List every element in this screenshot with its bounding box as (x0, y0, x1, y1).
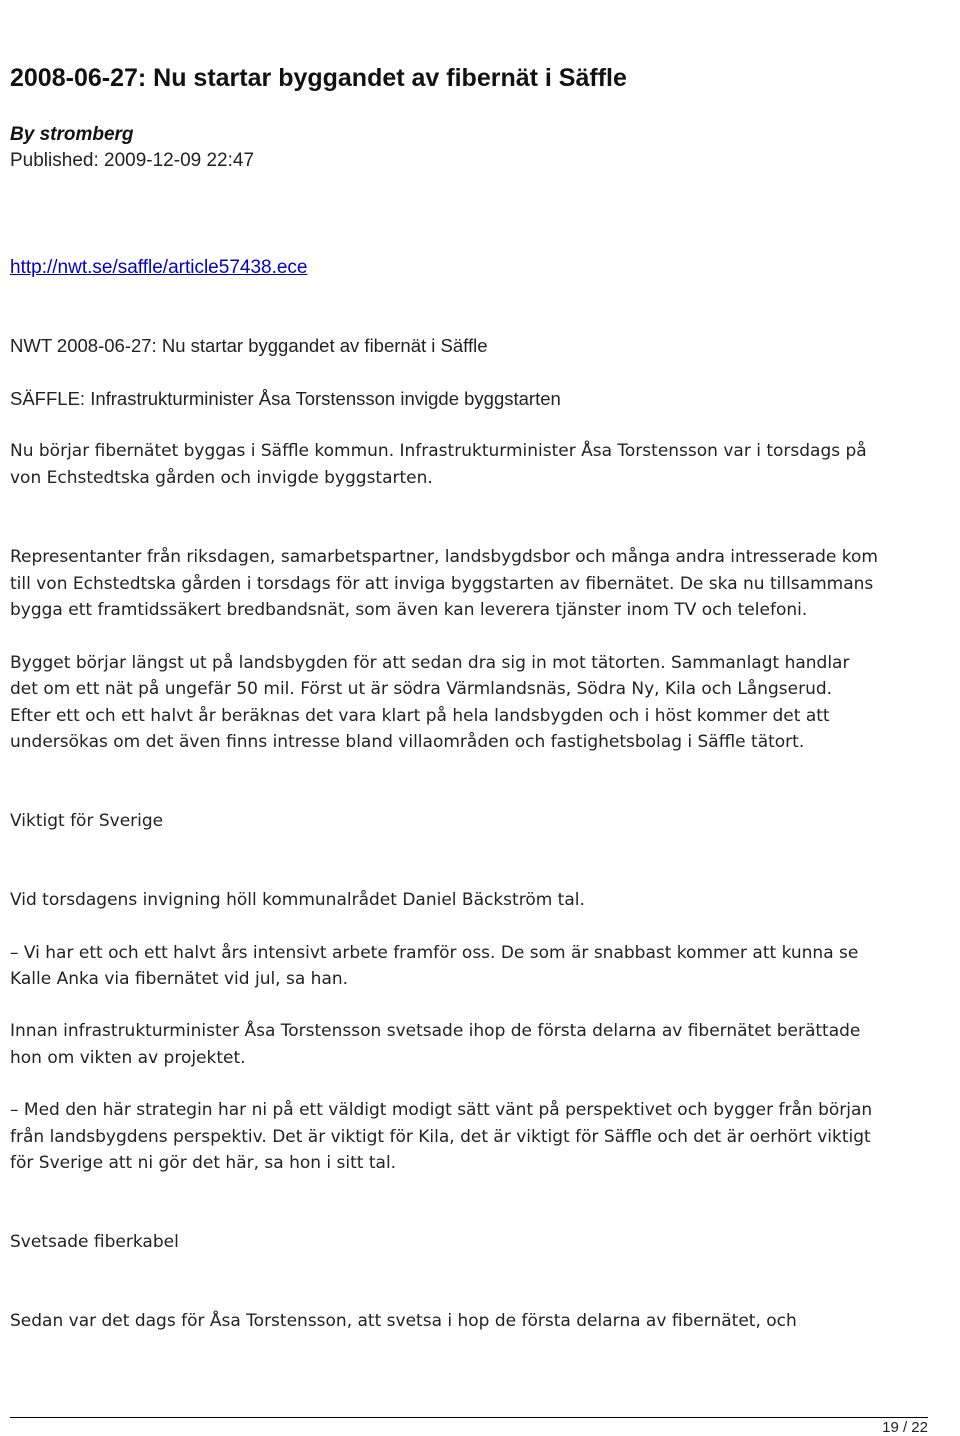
source-link[interactable]: http://nwt.se/saffle/article57438.ece (10, 257, 308, 278)
paragraph-line: Efter ett och ett halvt år beräknas det vara klart på hela landsbygden och i höst kommer det att (10, 706, 830, 726)
paragraph-line: det om ett nät på ungefär 50 mil. Först ut är södra Värmlandsnäs, Södra Ny, Kila och Långserud. (10, 679, 833, 699)
article-author: By stromberg (10, 124, 134, 145)
article-headline: NWT 2008-06-27: Nu startar byggandet av fibernät i Säffle (10, 335, 488, 356)
page-number: 19 / 22 (882, 1419, 928, 1436)
paragraph-line: Bygget börjar längst ut på landsbygden för att sedan dra sig in mot tätorten. Sammanlagt handlar (10, 653, 850, 673)
paragraph-8: Sedan var det dags för Åsa Torstensson, att svetsa i hop de första delarna av fibernätet, och (10, 1311, 797, 1331)
paragraph-line: – Vi har ett och ett halvt års intensivt arbete framför oss. De som är snabbast kommer att kunna se (10, 943, 859, 963)
paragraph-line: von Echstedtska gården och invigde byggstarten. (10, 468, 433, 488)
article-published: Published: 2009-12-09 22:47 (10, 150, 255, 171)
paragraph-line: från landsbygdens perspektiv. Det är viktigt för Kila, det är viktigt för Säffle och det är oerhört viktigt (10, 1127, 871, 1147)
paragraph-line: hon om vikten av projektet. (10, 1048, 246, 1068)
article-lead: SÄFFLE: Infrastrukturminister Åsa Torstensson invigde byggstarten (10, 388, 561, 409)
paragraph-line: Innan infrastrukturminister Åsa Torstensson svetsade ihop de första delarna av fibernätet berättade (10, 1021, 861, 1041)
article-title: 2008-06-27: Nu startar byggandet av fibernät i Säffle (10, 64, 627, 92)
paragraph-line: – Med den här strategin har ni på ett väldigt modigt sätt vänt på perspektivet och bygger från början (10, 1100, 873, 1120)
paragraph-line: Representanter från riksdagen, samarbetspartner, landsbygdsbor och många andra intresserade kom (10, 547, 878, 567)
paragraph-line: bygga ett framtidssäkert bredbandsnät, som även kan leverera tjänster inom TV och telefoni. (10, 600, 808, 620)
paragraph-line: Nu börjar fibernätet byggas i Säffle kommun. Infrastrukturminister Åsa Torstensson var i torsdags på (10, 441, 867, 461)
paragraph-line: till von Echstedtska gården i torsdags för att inviga byggstarten av fibernätet. De ska nu tillsammans (10, 574, 874, 594)
paragraph-line: Kalle Anka via fibernätet vid jul, sa han. (10, 969, 349, 989)
paragraph-line: för Sverige att ni gör det här, sa hon i sitt tal. (10, 1153, 397, 1173)
paragraph-4: Vid torsdagens invigning höll kommunalrådet Daniel Bäckström tal. (10, 890, 585, 910)
subheading-viktigt: Viktigt för Sverige (10, 811, 164, 831)
paragraph-line: undersökas om det även finns intresse bland villaområden och fastighetsbolag i Säffle tätort. (10, 732, 805, 752)
footer-rule (10, 1417, 928, 1418)
subheading-svetsade: Svetsade fiberkabel (10, 1232, 179, 1252)
